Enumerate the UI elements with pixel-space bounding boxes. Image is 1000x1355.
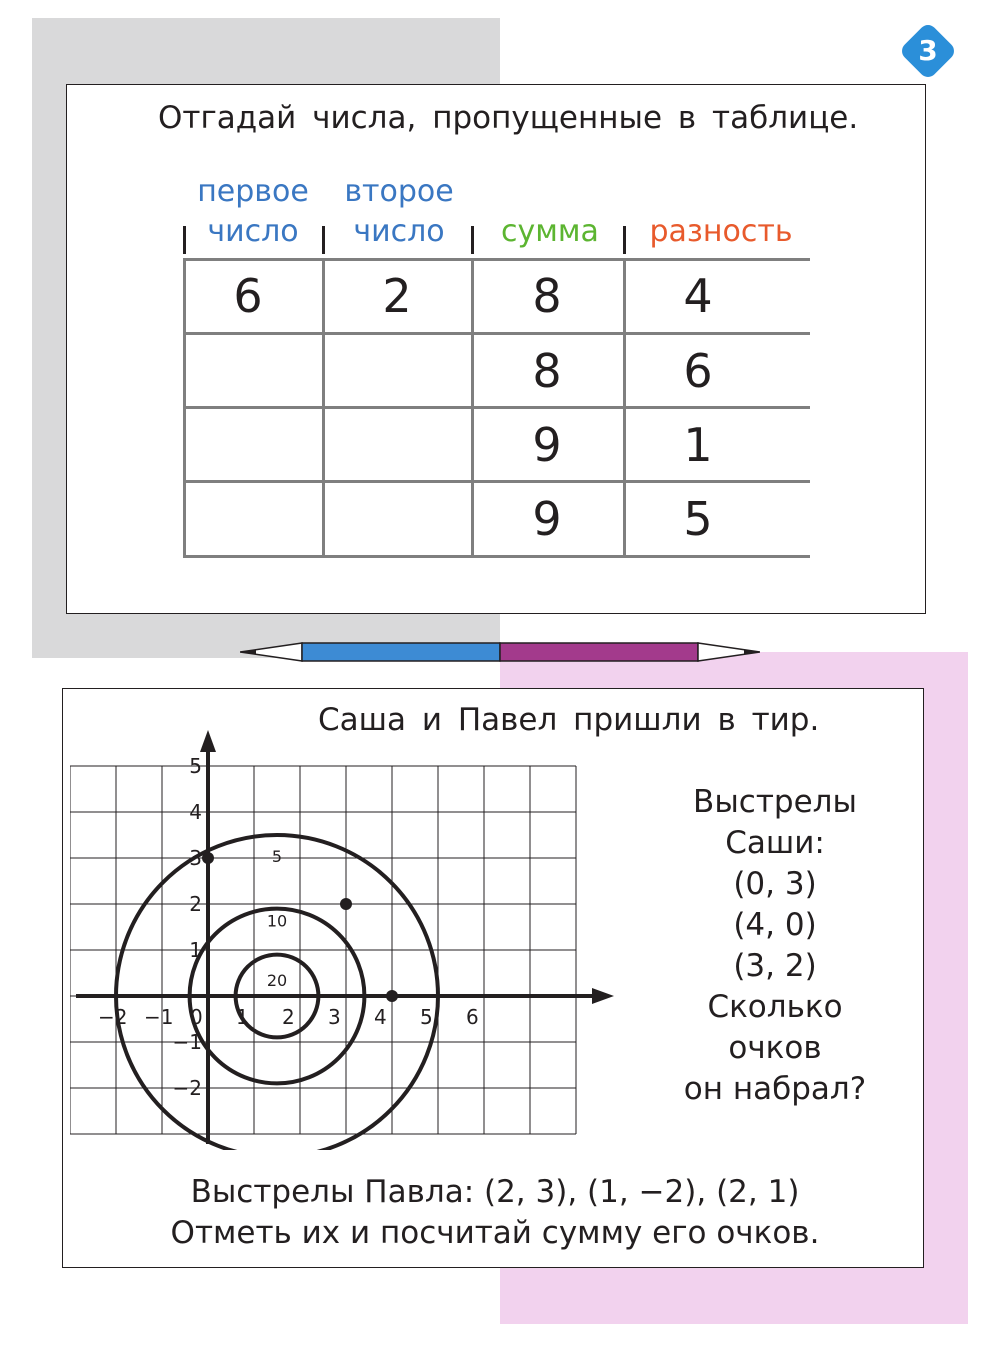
table-cell-empty[interactable]: [173, 407, 323, 481]
x-tick-label: 1: [236, 1005, 249, 1029]
ring-score-label: 20: [266, 971, 288, 991]
header-tick: [623, 226, 626, 254]
shot-point: [340, 898, 352, 910]
y-tick-label: 5: [189, 754, 202, 778]
header-difference: разность: [649, 214, 793, 249]
x-tick-label: −1: [144, 1005, 174, 1029]
grid-lines: [70, 766, 576, 1134]
header-first-line2: число: [207, 214, 299, 249]
shot-point: [202, 852, 214, 864]
table-cell: 6: [233, 269, 263, 323]
y-tick-label: −1: [172, 1030, 202, 1054]
table-cell: 5: [683, 492, 713, 546]
y-tick-label: 1: [189, 938, 202, 962]
sasha-line: Выстрелы: [693, 784, 857, 820]
shooting-target-grid: [70, 726, 630, 1150]
header-first-line1: первое: [197, 174, 309, 209]
table-cell: 1: [683, 418, 713, 472]
y-tick-label: −2: [172, 1076, 202, 1100]
pavel-task: Отметь их и посчитай сумму его очков.: [170, 1215, 820, 1251]
header-tick: [183, 226, 186, 254]
x-axis-arrow-icon: [592, 988, 614, 1004]
x-tick-label: 3: [328, 1005, 341, 1029]
pavel-shots: Выстрелы Павла: (2, 3), (1, −2), (2, 1): [190, 1174, 800, 1210]
axes: [76, 730, 614, 1144]
sasha-shot: (0, 3): [733, 866, 817, 902]
header-sum: сумма: [501, 214, 599, 249]
x-tick-label: 6: [466, 1005, 479, 1029]
x-tick-label: 4: [374, 1005, 387, 1029]
sasha-line: очков: [728, 1030, 822, 1066]
table-cell: 9: [532, 492, 562, 546]
y-axis-arrow-icon: [200, 730, 216, 752]
table-cell: 2: [382, 269, 412, 323]
table-cell-empty[interactable]: [173, 333, 323, 407]
table-cell-empty[interactable]: [322, 333, 472, 407]
shot-point: [386, 990, 398, 1002]
header-first-number: [188, 172, 318, 252]
table-cell-empty[interactable]: [173, 481, 323, 555]
table-cell-empty[interactable]: [322, 407, 472, 481]
table-cell: 9: [532, 418, 562, 472]
x-tick-label: −2: [98, 1005, 128, 1029]
sasha-shot: (3, 2): [733, 948, 817, 984]
ring-labels: [267, 847, 287, 990]
header-tick: [322, 226, 325, 254]
sasha-question: [660, 782, 890, 1110]
table-cell: 8: [532, 344, 562, 398]
ring-score-label: 10: [266, 911, 288, 931]
sasha-shot: (4, 0): [733, 907, 817, 943]
table-cell: 6: [683, 344, 713, 398]
table-line: [183, 555, 810, 558]
sasha-line: Саши:: [725, 825, 825, 861]
x-tick-label: 5: [420, 1005, 433, 1029]
pencil-divider: [240, 640, 760, 664]
y-tick-label: 2: [189, 892, 202, 916]
header-second-line2: число: [353, 214, 445, 249]
header-tick: [471, 226, 474, 254]
table-cell: 4: [683, 269, 713, 323]
y-tick-label: 3: [189, 846, 202, 870]
sasha-line: он набрал?: [683, 1071, 867, 1107]
page-number: 3: [918, 34, 938, 67]
x-tick-label: 2: [282, 1005, 295, 1029]
page-number-badge: [897, 20, 959, 82]
table-cell-empty[interactable]: [322, 481, 472, 555]
header-second-line1: второе: [344, 174, 454, 209]
sasha-line: Сколько: [707, 989, 843, 1025]
table-cell: 8: [532, 269, 562, 323]
y-tick-label: 4: [189, 800, 202, 824]
task1-table: [183, 258, 810, 558]
task1-instruction: Отгадай числа, пропущенные в таблице.: [158, 100, 859, 136]
ring-score-label: 5: [271, 847, 283, 866]
x-tick-label: 0: [190, 1005, 203, 1029]
header-second-number: [331, 172, 467, 252]
task2-title: Саша и Павел пришли в тир.: [318, 702, 820, 738]
